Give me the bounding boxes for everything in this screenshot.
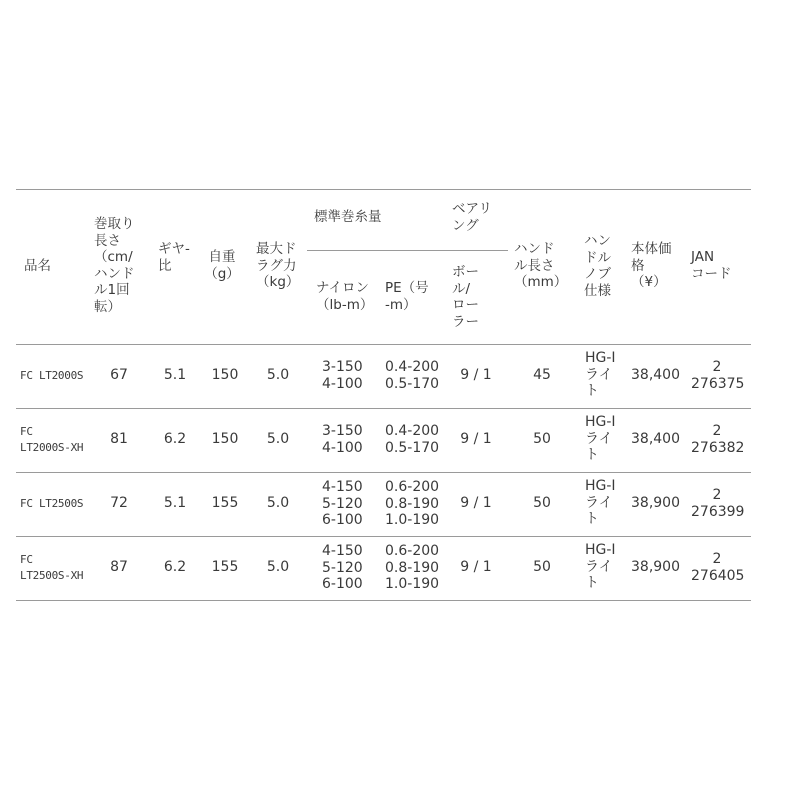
cell-pe: 0.4-200 0.5-170: [385, 359, 440, 392]
header-ball-roller: ボー ル/ ロー ラー: [452, 264, 479, 330]
cell-handle-length: 50: [533, 431, 551, 447]
cell-nylon: 4-150 5-120 6-100: [322, 543, 363, 592]
header-bottom-rule: [16, 344, 751, 345]
cell-drag: 5.0: [266, 559, 290, 575]
cell-bearing: 9 / 1: [460, 495, 492, 511]
cell-weight: 150: [211, 431, 239, 447]
table-bottom-rule: [16, 600, 751, 601]
header-bearing: ベアリ ング: [452, 201, 492, 234]
group-header-rule: [307, 250, 508, 251]
cell-bearing: 9 / 1: [460, 431, 492, 447]
row-divider: [16, 536, 751, 537]
cell-drag: 5.0: [266, 367, 290, 383]
header-pe: PE（号 -m）: [385, 280, 429, 313]
cell-gear: 6.2: [163, 431, 187, 447]
cell-jan: 2 276382: [691, 423, 745, 456]
cell-nylon: 3-150 4-100: [322, 423, 363, 456]
cell-nylon: 3-150 4-100: [322, 359, 363, 392]
cell-jan: 2 276399: [691, 487, 745, 520]
cell-gear: 5.1: [163, 495, 187, 511]
header-jan: JAN コード: [691, 249, 732, 282]
row-divider: [16, 408, 751, 409]
header-max-drag: 最大ド ラグ力 （kg）: [256, 241, 300, 290]
cell-pe: 0.6-200 0.8-190 1.0-190: [385, 543, 440, 592]
cell-weight: 155: [211, 495, 239, 511]
cell-price: 38,400: [631, 367, 680, 383]
cell-retrieve: 87: [110, 559, 128, 575]
cell-price: 38,900: [631, 559, 680, 575]
header-knob-spec: ハン ドル ノブ 仕様: [584, 233, 611, 299]
cell-bearing: 9 / 1: [460, 559, 492, 575]
cell-name: FC LT2500S-XH: [20, 553, 84, 582]
cell-bearing: 9 / 1: [460, 367, 492, 383]
cell-drag: 5.0: [266, 431, 290, 447]
cell-name: FC LT2000S: [20, 369, 84, 382]
cell-weight: 155: [211, 559, 239, 575]
cell-name: FC LT2500S: [20, 497, 84, 510]
cell-knob: HG-I ライ ト: [585, 542, 616, 591]
cell-price: 38,900: [631, 495, 680, 511]
header-price: 本体価 格 （¥）: [631, 241, 672, 290]
cell-handle-length: 45: [533, 367, 551, 383]
header-gear-ratio: ギヤ- 比: [158, 241, 190, 274]
table-top-rule: [16, 189, 751, 190]
header-retrieve-length: 巻取り 長さ （cm/ ハンド ル1回 転）: [94, 216, 135, 315]
cell-gear: 5.1: [163, 367, 187, 383]
cell-gear: 6.2: [163, 559, 187, 575]
header-name: 品名: [24, 258, 51, 274]
header-line-capacity: 標準巻糸量: [314, 209, 382, 225]
cell-jan: 2 276375: [691, 359, 745, 392]
cell-knob: HG-I ライ ト: [585, 478, 616, 527]
cell-pe: 0.6-200 0.8-190 1.0-190: [385, 479, 440, 528]
cell-pe: 0.4-200 0.5-170: [385, 423, 440, 456]
header-weight: 自重 （g）: [204, 249, 240, 282]
row-divider: [16, 472, 751, 473]
cell-handle-length: 50: [533, 559, 551, 575]
header-nylon: ナイロン （lb-m）: [316, 280, 374, 313]
cell-knob: HG-I ライ ト: [585, 414, 616, 463]
cell-retrieve: 72: [110, 495, 128, 511]
cell-nylon: 4-150 5-120 6-100: [322, 479, 363, 528]
cell-jan: 2 276405: [691, 551, 745, 584]
cell-drag: 5.0: [266, 495, 290, 511]
cell-weight: 150: [211, 367, 239, 383]
cell-name: FC LT2000S-XH: [20, 425, 84, 454]
cell-handle-length: 50: [533, 495, 551, 511]
header-handle-length: ハンド ル長さ （mm）: [514, 241, 568, 290]
cell-retrieve: 81: [110, 431, 128, 447]
cell-retrieve: 67: [110, 367, 128, 383]
cell-knob: HG-I ライ ト: [585, 350, 616, 399]
cell-price: 38,400: [631, 431, 680, 447]
